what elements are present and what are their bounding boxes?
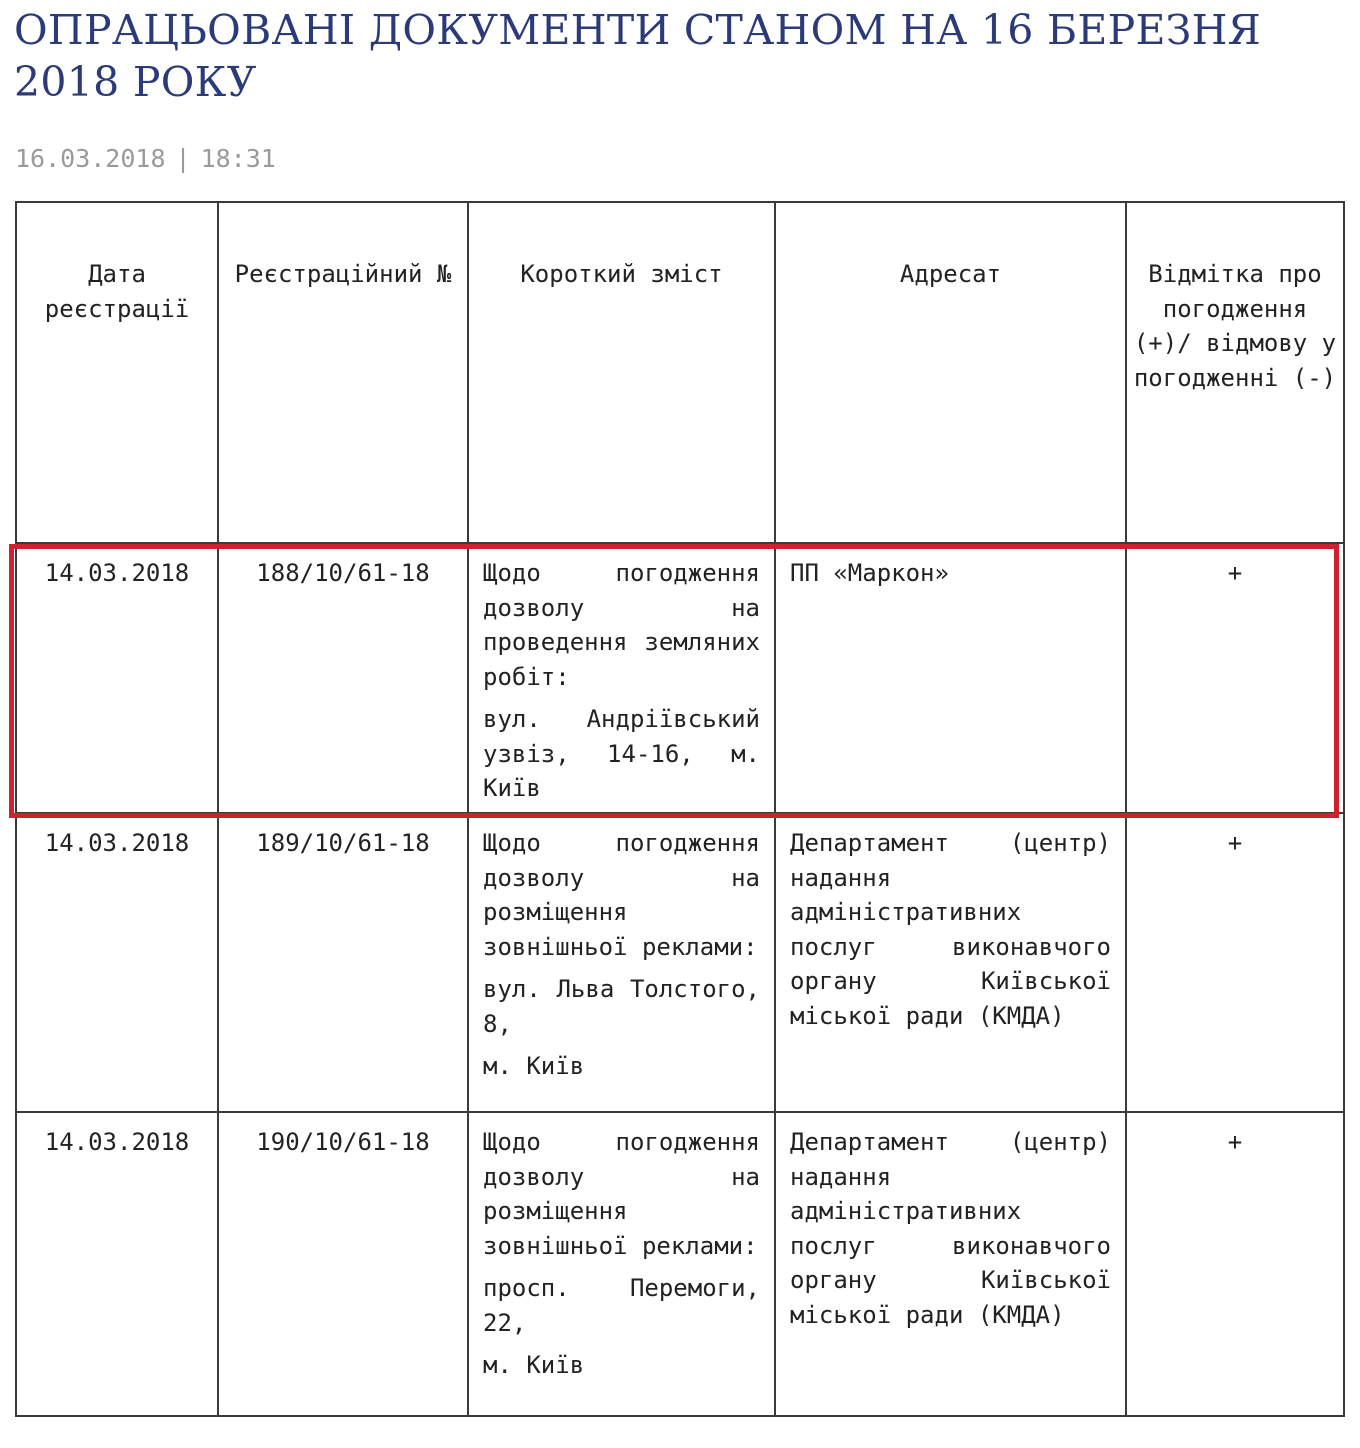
cell-mark: + [1126,1112,1344,1416]
cell-summary [468,543,775,813]
table-header-row [16,202,1344,543]
header-summary: Короткий зміст [468,202,775,543]
addressee-text: Департамент (центр) надання адміністративних послуг виконавчого органу Київської міської ради (КМДА) [790,829,1111,1030]
summary-text: Щодо погодження дозволу на розміщення зовнішньої реклами: [483,1128,760,1260]
page-title: ОПРАЦЬОВАНІ ДОКУМЕНТИ СТАНОМ НА 16 БЕРЕЗНЯ 2018 РОКУ [14,6,1262,106]
cell-number: 188/10/61-18 [218,543,468,813]
summary-city: м. Київ [483,1351,585,1379]
documents-table [15,201,1345,1417]
table-row [16,543,1344,813]
cell-date: 14.03.2018 [16,813,218,1112]
cell-number: 190/10/61-18 [218,1112,468,1416]
cell-summary [468,813,775,1112]
table-row [16,813,1344,1112]
cell-mark: + [1126,813,1344,1112]
header-registration-number: Реєстраційний № [218,202,468,543]
cell-date: 14.03.2018 [16,1112,218,1416]
summary-address: вул. Льва Толстого, 8, [483,975,760,1038]
cell-addressee [775,813,1126,1112]
summary-address: просп. Перемоги, 22, [483,1274,760,1337]
summary-address: вул. Андріївський узвіз, 14-16, м. Київ [483,705,760,802]
publish-date: 16.03.2018 [15,144,166,173]
publish-time: 18:31 [200,144,276,173]
cell-summary [468,1112,775,1416]
header-approval-mark: Відмітка про погодження (+)/ відмову у погодженні (-) [1126,202,1344,543]
cell-number: 189/10/61-18 [218,813,468,1112]
summary-city: м. Київ [483,1052,585,1080]
summary-text: Щодо погодження дозволу на розміщення зовнішньої реклами: [483,829,760,961]
addressee-text: Департамент (центр) надання адміністративних послуг виконавчого органу Київської міської ради (КМДА) [790,1128,1111,1329]
date-time-separator: | [175,144,191,173]
cell-date: 14.03.2018 [16,543,218,813]
cell-addressee [775,543,1126,813]
summary-text: Щодо погодження дозволу на проведення земляних робіт: [483,559,760,691]
publish-datetime [15,142,276,176]
header-registration-date: Дата реєстрації [16,202,218,543]
addressee-text: ПП «Маркон» [790,559,949,587]
cell-addressee [775,1112,1126,1416]
table-row [16,1112,1344,1416]
header-addressee: Адресат [775,202,1126,543]
cell-mark: + [1126,543,1344,813]
